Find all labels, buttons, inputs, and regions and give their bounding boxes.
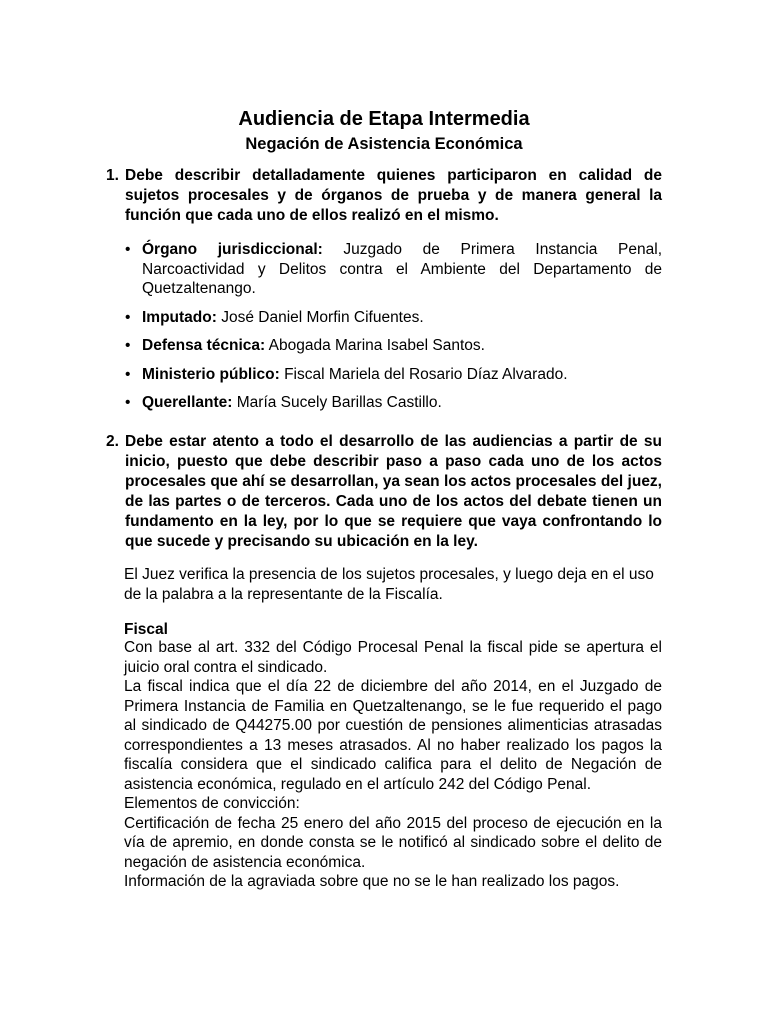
fiscal-paragraph: Con base al art. 332 del Código Procesal Penal la fiscal pide se apertura el juicio oral contra el sindicado. xyxy=(124,639,662,676)
bullet-icon: • xyxy=(125,365,131,383)
question-1-text: Debe describir detalladamente quienes participaron en calidad de sujetos procesales y de órganos de prueba y de manera general la función que cada uno de ellos realizó en el mismo. xyxy=(125,167,662,224)
list-item xyxy=(124,336,662,356)
question-1-number: 1. xyxy=(106,167,119,184)
fiscal-paragraph: La fiscal indica que el día 22 de diciembre del año 2014, en el Juzgado de Primera Instancia de Familia en Quetzaltenango, se le fue requerido el pago al sindicado de Q44275.00 por cuestión de pensiones alimenticias atrasadas correspondientes a 13 meses atrasados. Al no haber realizado los pagos la fiscalía considera que el sindicado califica para el delito de Negación de asistencia económica, regulado en el artículo 242 del Código Penal. xyxy=(124,678,662,793)
participant-role: Ministerio público: xyxy=(142,365,280,383)
participant-name: María Sucely Barillas Castillo. xyxy=(232,394,442,411)
list-item xyxy=(124,308,662,328)
question-2 xyxy=(106,432,662,552)
fiscal-paragraph: Certificación de fecha 25 enero del año 2015 del proceso de ejecución en la vía de apremio, en donde consta se le notificó al sindicado sobre el delito de negación de asistencia económica. xyxy=(124,814,662,871)
fiscal-paragraph: Elementos de convicción: xyxy=(124,795,300,812)
participant-role: Defensa técnica: xyxy=(142,337,266,354)
fiscal-heading: Fiscal xyxy=(124,621,168,638)
participant-name: Juzgado de Primera Instancia Penal, Narcoactividad y Delitos contra el Ambiente del Departamento de Quetzaltenango. xyxy=(142,241,662,297)
fiscal-paragraph: Información de la agraviada sobre que no se le han realizado los pagos. xyxy=(124,873,620,890)
participant-role: Querellante: xyxy=(142,394,233,411)
fiscal-section xyxy=(124,638,662,892)
bullet-icon: • xyxy=(125,394,131,411)
participant-role: Órgano jurisdiccional: xyxy=(142,241,323,258)
participant-name: Abogada Marina Isabel Santos. xyxy=(265,337,485,354)
participant-role: Imputado: xyxy=(142,308,217,326)
question-2-text: Debe estar atento a todo el desarrollo de las audiencias a partir de su inicio, puesto que debe describir paso a paso cada uno de los actos procesales que ahí se desarrollan, ya sean los actos procesales del juez, de las partes o de terceros. Cada uno de los actos del debate tienen un fundamento en la ley, por lo que se requiere que vaya confrontando lo que sucede y precisando su ubicación en la ley. xyxy=(125,433,662,550)
list-item xyxy=(124,393,662,413)
intro-paragraph: El Juez verifica la presencia de los sujetos procesales, y luego deja en el uso de la palabra a la representante de la Fiscalía. xyxy=(124,566,654,603)
bullet-icon: • xyxy=(125,337,131,354)
question-1 xyxy=(106,166,662,226)
participants-list xyxy=(124,240,662,422)
list-item xyxy=(124,365,662,385)
bullet-icon: • xyxy=(125,241,131,258)
question-2-number: 2. xyxy=(106,433,119,450)
participant-name: Fiscal Mariela del Rosario Díaz Alvarado. xyxy=(279,365,568,383)
participant-name: José Daniel Morfin Cifuentes. xyxy=(216,308,424,326)
list-item xyxy=(124,240,662,299)
document-subtitle: Negación de Asistencia Económica xyxy=(245,135,523,153)
document-title: Audiencia de Etapa Intermedia xyxy=(238,108,530,130)
bullet-icon: • xyxy=(125,308,131,326)
